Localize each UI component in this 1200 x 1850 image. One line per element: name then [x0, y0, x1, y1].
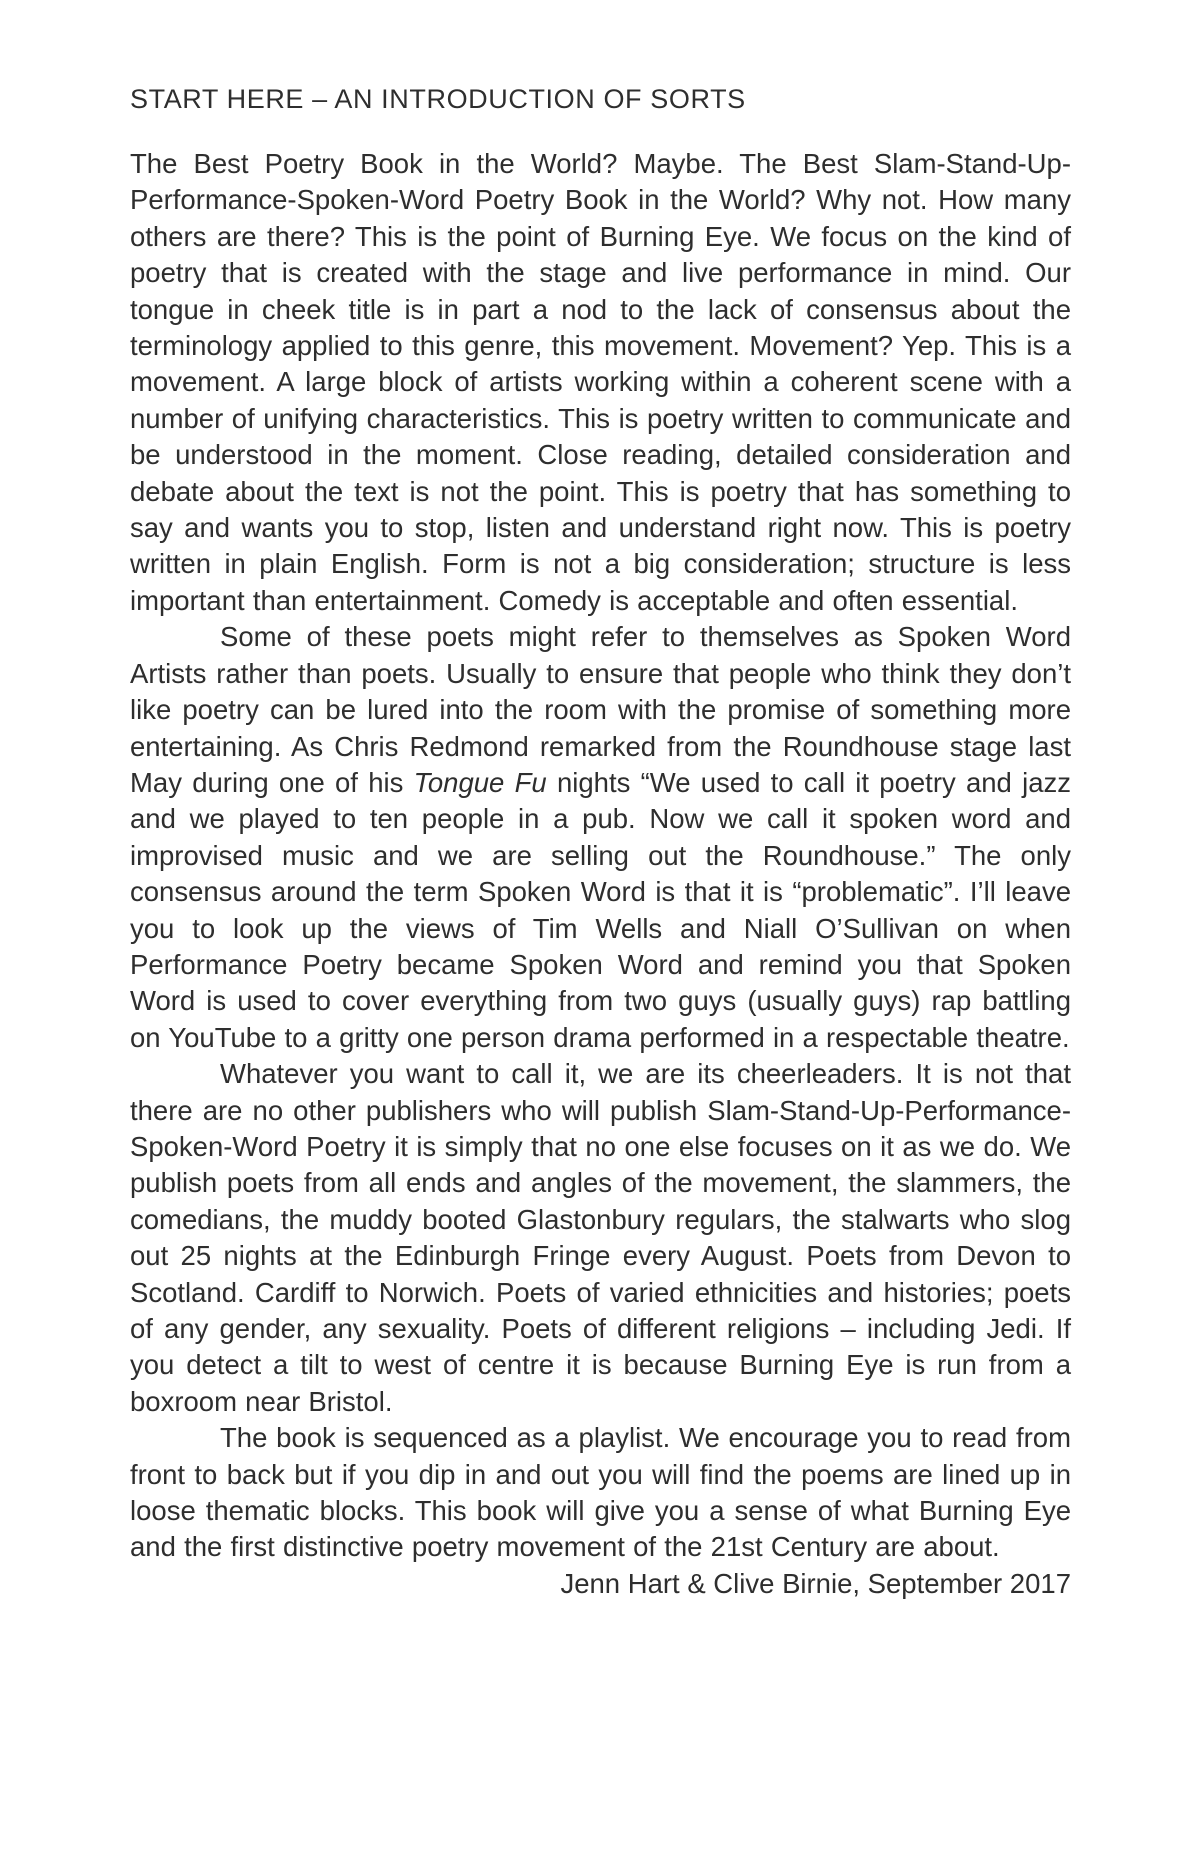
paragraph-spoken-word-pre: Some of these poets might refer to themselves as Spoken Word Artists rather than poets. Usually to ensure that people who think they don’t like poetry can be lured into the room with the promise of something more entertaining. As Chris Redmond remarked from the Roundhouse stage last May during one of his	[130, 621, 1071, 798]
page-title: START HERE – AN INTRODUCTION OF SORTS	[130, 84, 746, 114]
paragraph-cheerleaders: Whatever you want to call it, we are its cheerleaders. It is not that there are no other publishers who will publish Slam-Stand-Up-Performance-Spoken-Word Poetry it is simply that no one else focuses on it as we do. We publish poets from all ends and angles of the movement, the slammers, the comedians, the muddy booted Glastonbury regulars, the stalwarts who slog out 25 nights at the Edinburgh Fringe every August. Poets from Devon to Scotland. Cardiff to Norwich. Poets of varied ethnicities and histories; poets of any gender, any sexuality. Poets of different religions – including Jedi. If you detect a tilt to west of centre it is because Burning Eye is run from a boxroom near Bristol.	[130, 1058, 1071, 1417]
paragraph-spoken-word-post: nights “We used to call it poetry and jazz and we played to ten people in a pub. Now we call it spoken word and improvised music and we are selling out the Roundhouse.” The only consensus around the term Spoken Word is that it is “problematic”. I’ll leave you to look up the views of Tim Wells and Niall O’Sullivan on when Performance Poetry became Spoken Word and remind you that Spoken Word is used to cover everything from two guys (usually guys) rap battling on YouTube to a gritty one person drama performed in a respectable theatre.	[130, 766, 1072, 1053]
paragraph-spoken-word	[130, 619, 1071, 1056]
tongue-fu-italic: Tongue Fu	[413, 766, 547, 798]
paragraph-intro: The Best Poetry Book in the World? Maybe. The Best Slam-Stand-Up-Performance-Spoken-Word Poetry Book in the World? Why not. How many others are there? This is the point of Burning Eye. We focus on the kind of poetry that is created with the stage and live performance in mind. Our tongue in cheek title is in part a nod to the lack of consensus about the terminology applied to this genre, this movement. Movement? Yep. This is a movement. A large block of artists working within a coherent scene with a number of unifying characteristics. This is poetry written to communicate and be understood in the moment. Close reading, detailed consideration and debate about the text is not the point. This is poetry that has something to say and wants you to stop, listen and understand right now. This is poetry written in plain English. Form is not a big consideration; structure is less important than entertainment. Comedy is acceptable and often essential.	[130, 148, 1071, 616]
signature-line: Jenn Hart & Clive Birnie, September 2017	[560, 1567, 1071, 1599]
paragraph-playlist: The book is sequenced as a playlist. We encourage you to read from front to back but if you dip in and out you will find the poems are lined up in loose thematic blocks. This book will give you a sense of what Burning Eye and the first distinctive poetry movement of the 21st Century are about.	[130, 1422, 1071, 1563]
text-block	[130, 84, 1071, 1602]
